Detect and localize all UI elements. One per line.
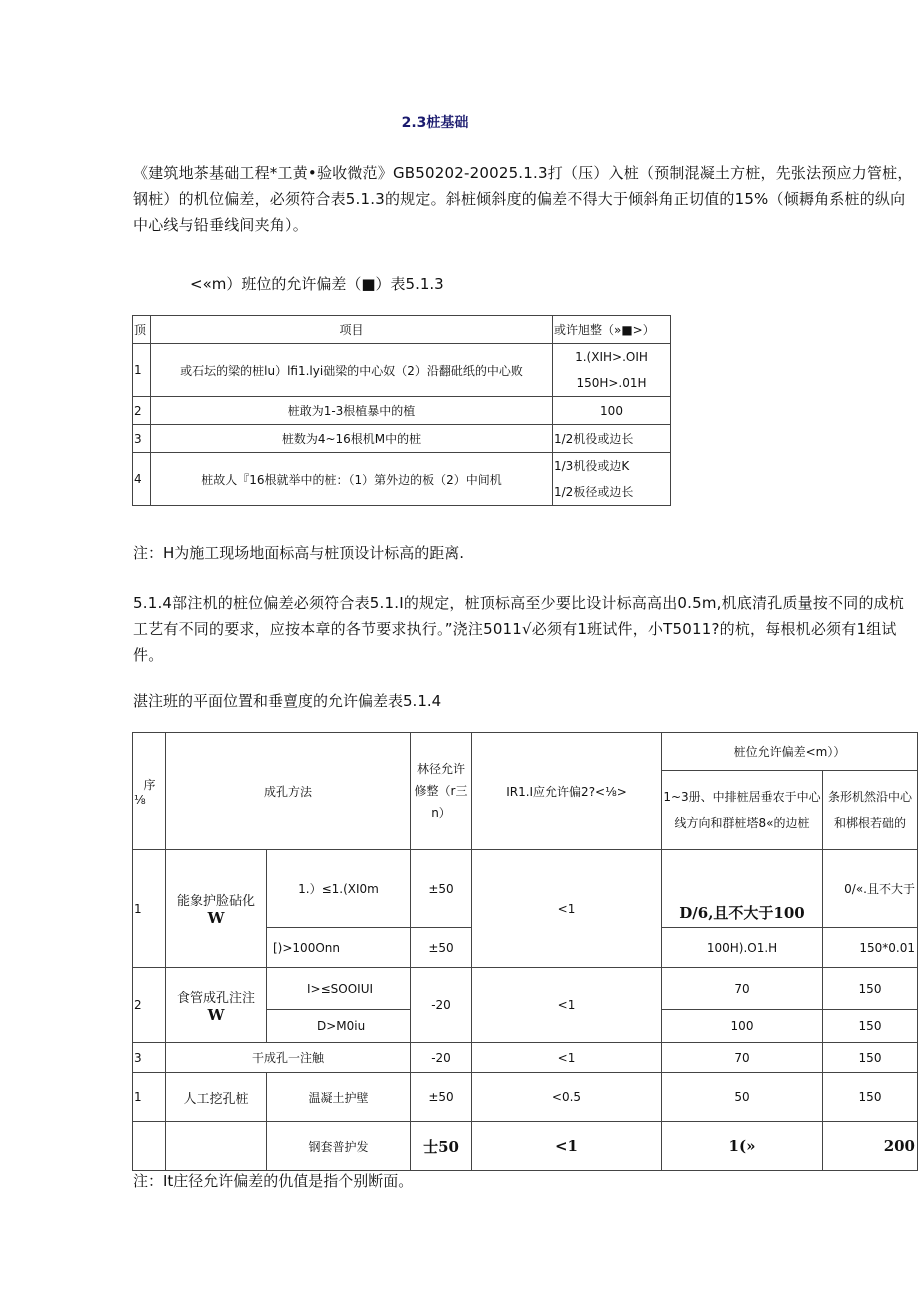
row-method-line2: W [207,1005,225,1024]
row-method-line1: 能象护脸砧化 [176,894,255,909]
row-pos-b: 200 [823,1122,918,1171]
pile-deviation-table [132,315,671,506]
row-pos-a: 50 [662,1073,823,1122]
row-item: 桩数为4~16根机M中的桩 [151,425,553,453]
row-no: 1 [133,850,166,968]
table-header-row [133,316,671,344]
row-value [553,453,671,506]
row-sub: 温凝土护壁 [267,1073,411,1122]
table-row [133,1122,918,1171]
paragraph-intro: 《建筑地茶基础工程*工黄•验收微范》GB50202-20025.1.3打（压）入桩（预制混凝土方桩，先张法预应力管桩，钢桩）的机位偏差，必须符合表5.1.3的规定。斜桩倾斜度的偏差不得大于倾斜角正切值的15%（倾耨角系桩的纵向中心线与铅垂线间夹角）。 [133,164,913,234]
row-no: 4 [133,453,151,506]
row-item: 桩故人『16根就举中的桩：（1）第外边的板（2）中间机 [151,453,553,506]
row-sub: I>≤SOOIUI [267,968,411,1010]
paragraph-pile-position: 5.1.4部注机的桩位偏差必须符合表5.1.I的规定，桩顶标高至少要比设计标高高出0.5m,机底清孔质量按不同的成杭工艺有不同的要求，应按本章的各节要求执行。”浇注5011√必须有1班试件，小T5011?的杭，每根机必须有1组试件。 [133,594,905,664]
table-row [133,425,671,453]
row-pos-b: 150 [823,1073,918,1122]
row-sub: D>M0iu [267,1010,411,1043]
table1-caption: <«m）班位的允许偏差（■）表5.1.3 [190,275,444,293]
row-no: 2 [133,397,151,425]
table1-note: 注：H为施工现场地面标高与桩顶设计标高的距离. [133,544,465,562]
table-header-row [133,733,918,771]
header-no: 顶 [133,316,151,344]
header-no-label: 序 [143,777,156,792]
table-row [133,850,918,928]
row-vertical: <1 [472,968,662,1043]
row-method-line1: 食管成孔注注 [176,990,255,1006]
row-value-line1: 1.(XIH>.OIH [575,350,648,364]
row-method [166,850,267,968]
table-row [133,968,918,1010]
row-sub: [)>100Onn [267,928,411,968]
row-no: 3 [133,425,151,453]
row-value-line1: 1/3机役或边K [554,459,630,473]
section-heading: 2.3桩基础 [401,115,469,131]
row-no: 3 [133,1043,166,1073]
row-method-line2: W [207,909,225,927]
row-pos-a: D/6,且不大于100 [662,850,823,928]
row-vertical: <1 [472,1122,662,1171]
row-pos-b: 150 [823,1010,918,1043]
row-method: 人工挖孔桩 [166,1073,267,1122]
header-method: 成孔方法 [166,733,411,850]
row-sub: 钢套普护发 [267,1122,411,1171]
row-diameter: ±50 [411,928,472,968]
row-sub: 1.）≤1.(XI0m [267,850,411,928]
row-no: 1 [133,1073,166,1122]
header-diameter-line3: n） [431,806,451,820]
table-row [133,397,671,425]
header-no-sub: ⅛ [134,792,146,807]
row-diameter: ±50 [411,1073,472,1122]
row-pos-b: 150 [823,968,918,1010]
row-method-empty [166,1122,267,1171]
row-diameter: -20 [411,1043,472,1073]
row-pos-b: 0/«.且不大于 [823,850,918,928]
row-vertical: <1 [472,1043,662,1073]
row-diameter: ±50 [411,850,472,928]
header-position-b: 条形机然沿中心和梆根若础的 [823,771,918,850]
row-no: 2 [133,968,166,1043]
table-row [133,1073,918,1122]
row-no: 1 [133,344,151,397]
row-vertical: <1 [472,850,662,968]
row-diameter: 士50 [411,1122,472,1171]
row-item: 或石坛的梁的桩lu）lfi1.lyi础梁的中心奴（2）沿翻砒纸的中心败 [151,344,553,397]
table-row [133,1043,918,1073]
row-value: 1/2机役或边长 [553,425,671,453]
header-item: 项目 [151,316,553,344]
row-diameter: -20 [411,968,472,1043]
table-row [133,453,671,506]
header-diameter [411,733,472,850]
row-method [166,968,267,1043]
row-value-line2: 150H>.01H [576,376,647,390]
row-pos-a: 70 [662,1043,823,1073]
row-value-line2: 1/2板径或边长 [554,485,634,499]
header-diameter-line2: 修整（r三 [414,784,468,798]
row-pos-a: 70 [662,968,823,1010]
header-value: 或许旭整（»■>） [553,316,671,344]
header-diameter-line1: 林径允许 [416,762,465,776]
row-pos-a: 100 [662,1010,823,1043]
header-no [133,733,166,850]
header-position-a: 1~3册、中排桩居垂农于中心线方向和群桩塔8«的边桩 [662,771,823,850]
row-item: 桩敢为1-3根植暴中的植 [151,397,553,425]
table-row [133,344,671,397]
row-vertical: <0.5 [472,1073,662,1122]
row-value [553,344,671,397]
row-value: 100 [553,397,671,425]
header-position: 桩位允许偏差<m）） [662,733,918,771]
table2-caption: 湛注班的平面位置和垂亶度的允许偏差表5.1.4 [133,692,442,710]
row-no-empty [133,1122,166,1171]
table2-note: 注：It庄径允许偏差的仇值是指个别断面。 [133,1172,414,1190]
row-pos-a: 1(» [662,1122,823,1171]
row-pos-a: 100H).O1.H [662,928,823,968]
header-vertical: IR1.I应允许偏2?<⅛> [472,733,662,850]
row-pos-b: 150*0.01 [823,928,918,968]
cast-pile-deviation-table [132,732,918,1171]
row-pos-b: 150 [823,1043,918,1073]
row-method: 干成孔一注触 [166,1043,411,1073]
